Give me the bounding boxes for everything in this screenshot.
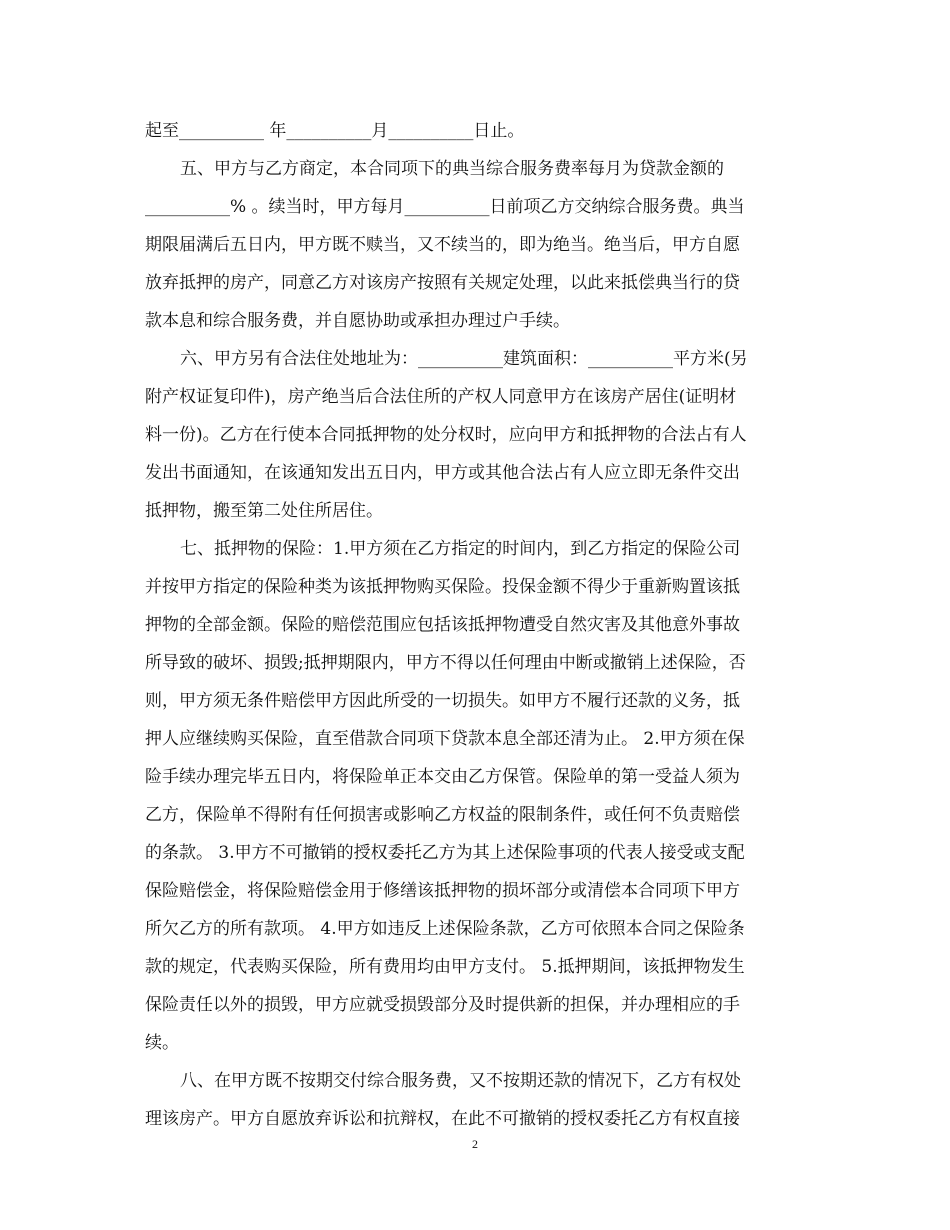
paragraph-line: 六、甲方另有合法住处地址为：__________建筑面积：__________平方米(另 xyxy=(180,349,748,369)
paragraph-line: 期限届满后五日内，甲方既不赎当，又不续当的，即为绝当。绝当后，甲方自愿 xyxy=(145,235,740,255)
paragraph-line: 料一份)。乙方在行使本合同抵押物的处分权时，应向甲方和抵押物的合法占有人 xyxy=(145,425,747,445)
paragraph-line: 续。 xyxy=(145,1033,179,1053)
paragraph-line: 险手续办理完毕五日内，将保险单正本交由乙方保管。保险单的第一受益人须为 xyxy=(145,767,740,787)
paragraph-line: 款的规定，代表购买保险，所有费用均由甲方支付。 5.抵押期间，该抵押物发生 xyxy=(145,957,745,977)
paragraph-line: 保险赔偿金，将保险赔偿金用于修缮该抵押物的损坏部分或清偿本合同项下甲方 xyxy=(145,881,740,901)
paragraph-line: 则，甲方须无条件赔偿甲方因此所受的一切损失。如甲方不履行还款的义务，抵 xyxy=(145,691,740,711)
paragraph-line: 押人应继续购买保险，直至借款合同项下贷款本息全部还清为止。 2.甲方须在保 xyxy=(145,729,745,749)
paragraph-line: 抵押物，搬至第二处住所居住。 xyxy=(145,501,383,521)
paragraph-line: 款本息和综合服务费，并自愿协助或承担办理过户手续。 xyxy=(145,311,570,331)
paragraph-line: 放弃抵押的房产，同意乙方对该房产按照有关规定处理，以此来抵偿典当行的贷 xyxy=(145,273,740,293)
paragraph-line: 所导致的破坏、损毁;抵押期限内，甲方不得以任何理由中断或撤销上述保险，否 xyxy=(145,653,746,673)
paragraph-line: 理该房产。甲方自愿放弃诉讼和抗辩权，在此不可撤销的授权委托乙方有权直接 xyxy=(145,1109,740,1129)
paragraph-line: 并按甲方指定的保险种类为该抵押物购买保险。投保金额不得少于重新购置该抵 xyxy=(145,577,740,597)
paragraph-line: 的条款。 3.甲方不可撤销的授权委托乙方为其上述保险事项的代表人接受或支配 xyxy=(145,843,745,863)
paragraph-line: 八、在甲方既不按期交付综合服务费，又不按期还款的情况下，乙方有权处 xyxy=(180,1071,741,1091)
paragraph-line: 保险责任以外的损毁，甲方应就受损毁部分及时提供新的担保，并办理相应的手 xyxy=(145,995,740,1015)
paragraph-line: 发出书面通知，在该通知发出五日内，甲方或其他合法占有人应立即无条件交出 xyxy=(145,463,740,483)
paragraph-line: 押物的全部金额。保险的赔偿范围应包括该抵押物遭受自然灾害及其他意外事故 xyxy=(145,615,740,635)
paragraph-line: 五、甲方与乙方商定，本合同项下的典当综合服务费率每月为贷款金额的 xyxy=(180,159,724,179)
paragraph-line: 附产权证复印件)，房产绝当后合法住所的产权人同意甲方在该房产居住(证明材 xyxy=(145,387,737,407)
paragraph-line: 起至__________ 年__________月__________日止。 xyxy=(145,121,525,141)
page-number: 2 xyxy=(472,1137,478,1151)
paragraph-line: 所欠乙方的所有款项。 4.甲方如违反上述保险条款，乙方可依照本合同之保险条 xyxy=(145,919,745,939)
paragraph-line: 七、抵押物的保险：1.甲方须在乙方指定的时间内，到乙方指定的保险公司 xyxy=(180,539,741,559)
paragraph-line: __________% 。续当时，甲方每月__________日前项乙方交纳综合服务费。典当 xyxy=(145,197,745,217)
paragraph-line: 乙方，保险单不得附有任何损害或影响乙方权益的限制条件，或任何不负责赔偿 xyxy=(145,805,740,825)
